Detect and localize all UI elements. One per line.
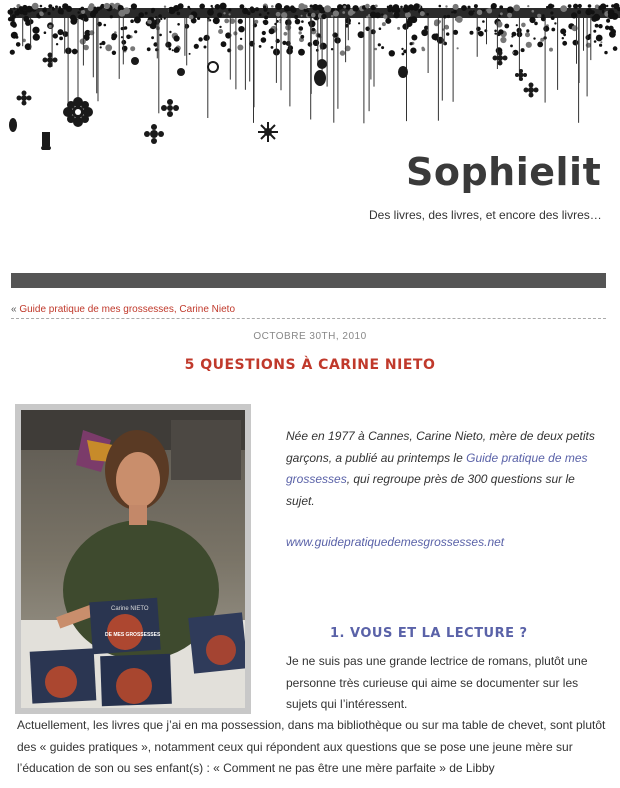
author-photo-image	[21, 410, 245, 708]
decorative-hanging-ornaments	[0, 0, 620, 150]
previous-post-link[interactable]: Guide pratique de mes grossesses, Carine Nieto	[19, 304, 236, 315]
post-intro	[286, 426, 606, 512]
navigation-bar	[11, 273, 606, 288]
post-date: OCTOBRE 30TH, 2010	[253, 331, 367, 342]
website-link[interactable]: www.guidepratiquedemesgrossesses.net	[286, 535, 505, 549]
author-photo	[15, 404, 251, 714]
intro-text-2: , qui regroupe près de 300 questions sur le sujet.	[286, 472, 575, 508]
intro-text-1: Née en 1977 à Cannes, Carine Nieto, mère de deux petits garçons, a publié au printemps le	[286, 429, 595, 465]
site-header	[0, 0, 620, 270]
website-line	[286, 535, 504, 549]
site-title[interactable]: Sophielit	[406, 150, 602, 194]
post-title[interactable]: 5 QUESTIONS À CARINE NIETO	[184, 357, 436, 373]
divider	[11, 318, 606, 319]
answer-paragraph-2: Actuellement, les livres que j’ai en ma possession, dans ma bibliothèque ou sur ma table de chevet, sont plutôt des « guides pratiques », notamment ceux qui répondent aux questions que se pose une jeune mère sur l’éducation de son ou ses enfant(s) : « Comment ne pas être une mère parfaite » de Libby	[17, 718, 606, 775]
book-link[interactable]: Guide pratique de mes grossesses	[286, 450, 588, 486]
answer-paragraph-1: Je ne suis pas une grande lectrice de romans, plutôt une personne très curieuse qui aime se documenter sur les sujets qui l’intéressent.	[286, 654, 588, 711]
book-cover-author: Carine NIETO	[111, 606, 149, 612]
section-heading: 1. VOUS ET LA LECTURE ?	[330, 626, 528, 641]
site-tagline: Des livres, des livres, et encore des livres…	[369, 208, 602, 222]
book-cover-title: DE MES GROSSESSES	[105, 632, 161, 638]
breadcrumb	[11, 304, 235, 315]
breadcrumb-prefix: «	[11, 304, 17, 315]
